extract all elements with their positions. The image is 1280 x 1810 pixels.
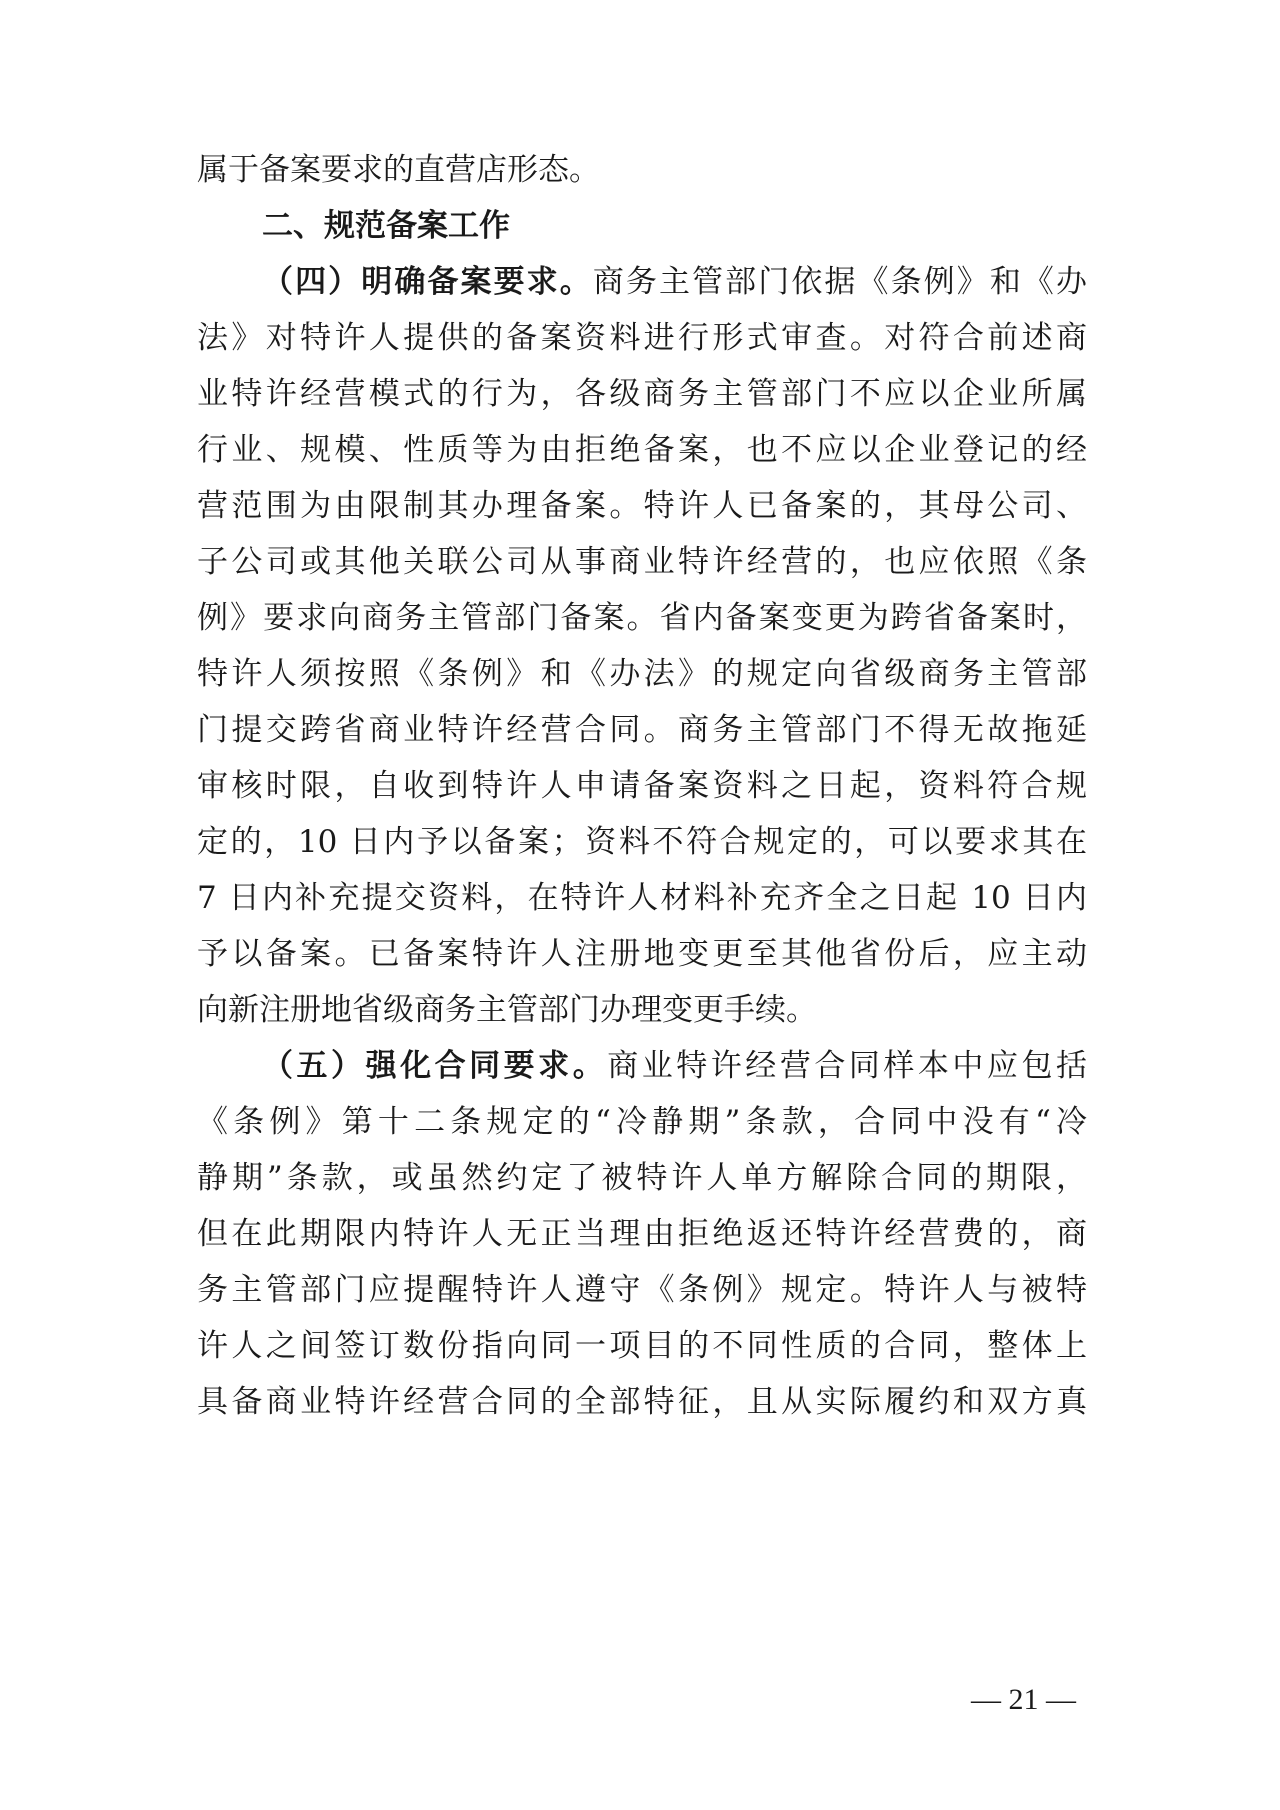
paragraph-line: 务主管部门应提醒特许人遵守《条例》规定。特许人与被特 (197, 1272, 1087, 1308)
subsection-title: （五）强化合同要求。 (262, 1048, 608, 1084)
paragraph-line: 特许人须按照《条例》和《办法》的规定向省级商务主管部 (197, 656, 1087, 692)
paragraph-line (262, 1046, 1087, 1086)
paragraph-line: 法》对特许人提供的备案资料进行形式审查。对符合前述商 (197, 320, 1087, 356)
paragraph-line: 行业、规模、性质等为由拒绝备案，也不应以企业登记的经 (197, 432, 1087, 468)
paragraph-text: 商务主管部门依据《条例》和《办 (592, 264, 1088, 300)
paragraph-line: 许人之间签订数份指向同一项目的不同性质的合同，整体上 (197, 1328, 1087, 1364)
section-heading: 二、规范备案工作 (262, 208, 510, 244)
paragraph-line: 审核时限，自收到特许人申请备案资料之日起，资料符合规 (197, 768, 1087, 804)
paragraph-line: 但在此期限内特许人无正当理由拒绝返还特许经营费的，商 (197, 1216, 1087, 1252)
paragraph-line: 属于备案要求的直营店形态。 (197, 152, 600, 188)
paragraph-line: 子公司或其他关联公司从事商业特许经营的，也应依照《条 (197, 544, 1087, 580)
paragraph-line: 例》要求向商务主管部门备案。省内备案变更为跨省备案时， (197, 600, 1087, 636)
paragraph-line: 门提交跨省商业特许经营合同。商务主管部门不得无故拖延 (197, 712, 1087, 748)
paragraph-line: 《条例》第十二条规定的“冷静期”条款，合同中没有“冷 (197, 1104, 1087, 1140)
paragraph-line (262, 262, 1087, 302)
paragraph-line: 予以备案。已备案特许人注册地变更至其他省份后，应主动 (197, 936, 1087, 972)
paragraph-line: 向新注册地省级商务主管部门办理变更手续。 (197, 992, 817, 1028)
paragraph-line: 静期”条款，或虽然约定了被特许人单方解除合同的期限， (197, 1160, 1087, 1196)
paragraph-line: 具备商业特许经营合同的全部特征，且从实际履约和双方真 (197, 1384, 1087, 1420)
paragraph-line: 7 日内补充提交资料，在特许人材料补充齐全之日起 10 日内 (197, 880, 1087, 916)
paragraph-line: 业特许经营模式的行为，各级商务主管部门不应以企业所属 (197, 376, 1087, 412)
paragraph-text: 商业特许经营合同样本中应包括 (607, 1048, 1087, 1084)
paragraph-line: 营范围为由限制其办理备案。特许人已备案的，其母公司、 (197, 488, 1087, 524)
page-number: — 21 — (971, 1683, 1076, 1716)
paragraph-line: 定的，10 日内予以备案；资料不符合规定的，可以要求其在 (197, 824, 1087, 860)
subsection-title: （四）明确备案要求。 (262, 264, 593, 300)
